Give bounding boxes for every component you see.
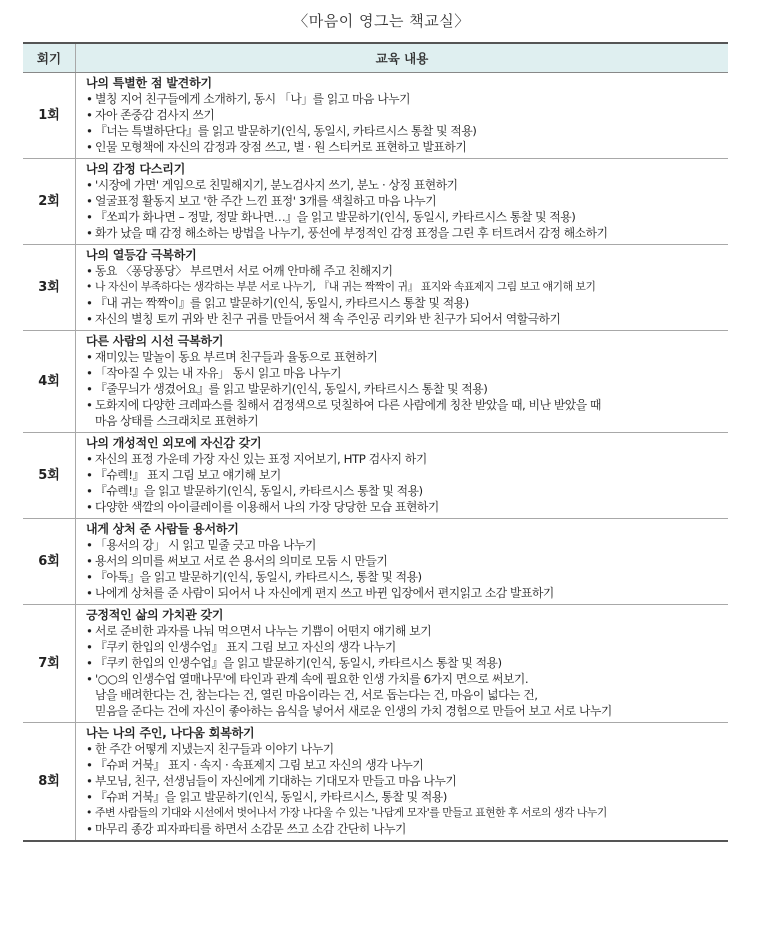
activity-item: • 『줄무늬가 생겼어요』를 읽고 발문하기(인식, 동일시, 카타르시스 통찰 및 적용) <box>86 381 724 397</box>
activity-item: • '○○의 인생수업 열매나무'에 타인과 관계 속에 필요한 인생 가치를 6가지 면으로 써보기. 남을 배려한다는 건, 참는다는 건, 열린 마음이라는 건, 서로 돕는다는 건, 마음이 넓다는 건, 믿음을 준다는 건에 자신이 좋아하는 음식을 넣어서 새로운 인생의 가치 경험으로 만들어 보고 서로 나누기 <box>86 671 724 719</box>
table-row <box>23 433 728 519</box>
session-content <box>76 73 729 159</box>
activity-list <box>86 451 724 515</box>
session-number: 1회 <box>23 73 76 159</box>
activity-item: • '시장에 가면' 게임으로 친밀해지기, 분노검사지 쓰기, 분노 · 상징 표현하기 <box>86 177 724 193</box>
activity-item: • 마무리 종강 피자파티를 하면서 소감문 쓰고 소감 간단히 나누기 <box>86 821 724 837</box>
activity-list <box>86 263 724 327</box>
activity-item: • 다양한 색깔의 아이클레이를 이용해서 나의 가장 당당한 모습 표현하기 <box>86 499 724 515</box>
activity-item: • 나 자신이 부족하다는 생각하는 부분 서로 나누기, 『내 귀는 짝짝이 귀』 표지와 속표제지 그림 보고 얘기해 보기 <box>86 279 724 295</box>
activity-item: • 서로 준비한 과자를 나눠 먹으면서 나누는 기쁨이 어떤지 얘기해 보기 <box>86 623 724 639</box>
activity-item: • 「용서의 강」 시 읽고 밑줄 긋고 마음 나누기 <box>86 537 724 553</box>
activity-item: • 『쿠키 한입의 인생수업』을 읽고 발문하기(인식, 동일시, 카타르시스 통찰 및 적용) <box>86 655 724 671</box>
session-number: 3회 <box>23 245 76 331</box>
session-content <box>76 331 729 433</box>
activity-list <box>86 349 724 429</box>
activity-item: • 나에게 상처를 준 사람이 되어서 나 자신에게 편지 쓰고 바뀐 입장에서 편지읽고 소감 발표하기 <box>86 585 724 601</box>
activity-item: • 『슈퍼 거북』을 읽고 발문하기(인식, 동일시, 카타르시스, 통찰 및 적용) <box>86 789 724 805</box>
session-content <box>76 245 729 331</box>
session-content <box>76 159 729 245</box>
activity-item: • 『아툭』을 읽고 발문하기(인식, 동일시, 카타르시스, 통찰 및 적용) <box>86 569 724 585</box>
session-number: 6회 <box>23 519 76 605</box>
activity-item: • 한 주간 어떻게 지냈는지 친구들과 이야기 나누기 <box>86 741 724 757</box>
session-number: 7회 <box>23 605 76 723</box>
activity-item: • 인물 모형책에 자신의 감정과 장점 쓰고, 별 · 원 스티커로 표현하고 발표하기 <box>86 139 724 155</box>
table-row <box>23 245 728 331</box>
activity-item: • 주변 사람들의 기대와 시선에서 벗어나서 가장 나다울 수 있는 '나답게 모자'를 만들고 표현한 후 서로의 생각 나누기 <box>86 805 724 821</box>
session-theme: 나는 나의 주인, 나다움 회복하기 <box>86 726 255 740</box>
activity-list <box>86 91 724 155</box>
activity-item: • 자아 존중감 검사지 쓰기 <box>86 107 724 123</box>
table-title: 〈마음이 영그는 책교실〉 <box>293 12 470 30</box>
table-body <box>23 73 728 842</box>
table-header-row <box>23 43 728 73</box>
table-row <box>23 519 728 605</box>
activity-item: • 『너는 특별하단다』를 읽고 발문하기(인식, 동일시, 카타르시스 통찰 및 적용) <box>86 123 724 139</box>
table-row <box>23 331 728 433</box>
session-theme: 나의 개성적인 외모에 자신감 갖기 <box>86 436 262 450</box>
session-theme: 나의 열등감 극복하기 <box>86 248 197 262</box>
session-content <box>76 723 729 842</box>
session-content <box>76 433 729 519</box>
activity-item: • 화가 났을 때 감정 해소하는 방법을 나누기, 풍선에 부정적인 감정 표정을 그린 후 터트려서 감정 해소하기 <box>86 225 724 241</box>
activity-item: • 『슈렉!』을 읽고 발문하기(인식, 동일시, 카타르시스 통찰 및 적용) <box>86 483 724 499</box>
activity-item: • 용서의 의미를 써보고 서로 쓴 용서의 의미로 모둠 시 만들기 <box>86 553 724 569</box>
activity-item: • 자신의 표정 가운데 가장 자신 있는 표정 지어보기, HTP 검사지 하기 <box>86 451 724 467</box>
header-session: 회기 <box>23 43 76 73</box>
table-row <box>23 73 728 159</box>
session-theme: 긍정적인 삶의 가치관 갖기 <box>86 608 224 622</box>
session-number: 4회 <box>23 331 76 433</box>
session-number: 2회 <box>23 159 76 245</box>
activity-item: • 『쿠키 한입의 인생수업』 표지 그림 보고 자신의 생각 나누기 <box>86 639 724 655</box>
activity-item: • 부모님, 친구, 선생님들이 자신에게 기대하는 기대모자 만들고 마음 나누기 <box>86 773 724 789</box>
activity-item: • 『내 귀는 짝짝이』를 읽고 발문하기(인식, 동일시, 카타르시스 통찰 및 적용) <box>86 295 724 311</box>
activity-item: • 『슈퍼 거북』 표지 · 속지 · 속표제지 그림 보고 자신의 생각 나누기 <box>86 757 724 773</box>
activity-list <box>86 537 724 601</box>
program-table <box>23 42 728 842</box>
activity-item: • 별칭 지어 친구들에게 소개하기, 동시 「나」를 읽고 마음 나누기 <box>86 91 724 107</box>
activity-list <box>86 177 724 241</box>
session-theme: 내게 상처 준 사람들 용서하기 <box>86 522 239 536</box>
activity-item: • 자신의 별칭 토끼 귀와 반 친구 귀를 만들어서 책 속 주인공 리키와 반 친구가 되어서 역할극하기 <box>86 311 724 327</box>
activity-list <box>86 623 724 719</box>
activity-list <box>86 741 724 837</box>
activity-item: • 재미있는 말놀이 동요 부르며 친구들과 율동으로 표현하기 <box>86 349 724 365</box>
table-row <box>23 605 728 723</box>
activity-item: • 『슈렉!』 표지 그림 보고 얘기해 보기 <box>86 467 724 483</box>
activity-item: • 동요 〈퐁당퐁당〉 부르면서 서로 어깨 안마해 주고 친해지기 <box>86 263 724 279</box>
session-number: 5회 <box>23 433 76 519</box>
activity-item: • 『쏘피가 화나면 – 정말, 정말 화나면…』을 읽고 발문하기(인식, 동일시, 카타르시스 통찰 및 적용) <box>86 209 724 225</box>
session-number: 8회 <box>23 723 76 842</box>
header-content: 교육 내용 <box>76 43 729 73</box>
activity-item: • 「작아질 수 있는 내 자유」 동시 읽고 마음 나누기 <box>86 365 724 381</box>
table-row <box>23 159 728 245</box>
session-theme: 나의 감정 다스리기 <box>86 162 186 176</box>
activity-item: • 도화지에 다양한 크레파스를 칠해서 검정색으로 덧칠하여 다른 사람에게 칭찬 받았을 때, 비난 받았을 때 마음 상태를 스크래치로 표현하기 <box>86 397 724 429</box>
session-content <box>76 519 729 605</box>
table-row <box>23 723 728 842</box>
session-theme: 다른 사람의 시선 극복하기 <box>86 334 224 348</box>
session-theme: 나의 특별한 점 발견하기 <box>86 76 212 90</box>
session-content <box>76 605 729 723</box>
activity-item: • 얼굴표정 활동지 보고 '한 주간 느낀 표정' 3개를 색칠하고 마음 나누기 <box>86 193 724 209</box>
